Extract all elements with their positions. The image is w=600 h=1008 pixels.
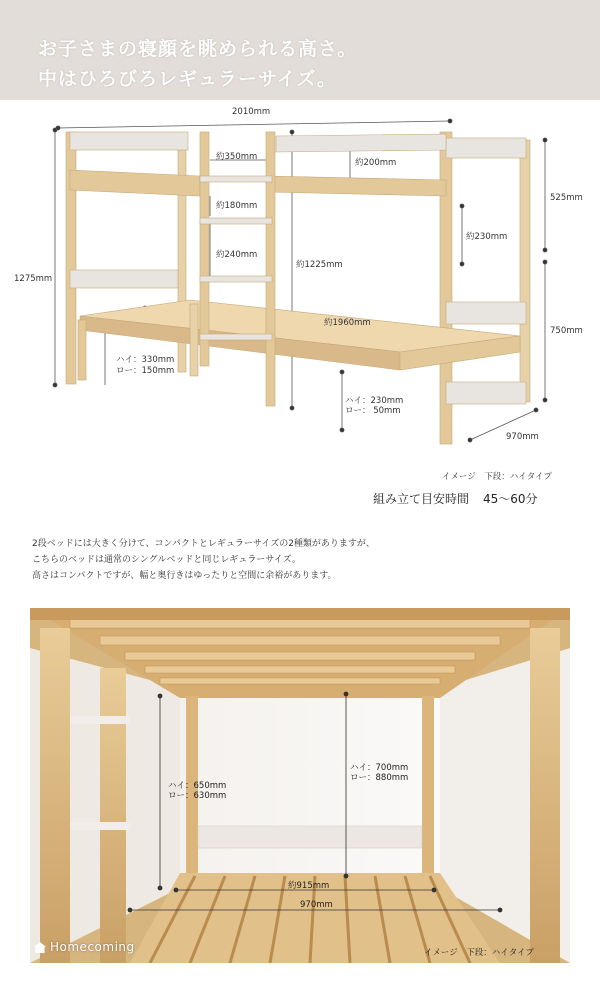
photo-width: 970mm — [300, 900, 333, 910]
dim-total-height: 1275mm — [14, 274, 53, 284]
headline-line-1: お子さまの寝顔を眺められる高さ。 — [38, 38, 358, 60]
dim-top-rail-gap: 約200mm — [355, 158, 397, 168]
photo-left-lo: ロー：630mm — [168, 791, 227, 801]
bed-photo — [30, 608, 570, 963]
description — [32, 536, 375, 584]
header-banner — [0, 0, 600, 100]
dim-ladder-step: 約240mm — [216, 250, 258, 260]
dim-lower-mid-hi: ハイ：230mm — [345, 396, 404, 406]
dim-ladder-height: 約1225mm — [296, 260, 343, 270]
assembly-time — [373, 490, 538, 507]
bed-frame — [66, 132, 530, 444]
dim-ladder-step-top: 約180mm — [216, 201, 258, 211]
dim-depth: 970mm — [506, 432, 539, 442]
dim-guard-height: 約230mm — [466, 232, 508, 242]
photo-inner-width: 約915mm — [288, 881, 330, 891]
photo-right-lo: ロー：880mm — [350, 773, 409, 783]
assembly-label: 組み立て目安時間 — [373, 492, 470, 506]
description-line: 2段ベッドには大きく分けて、コンパクトとレギュラーサイズの2種類がありますが、 — [32, 539, 375, 549]
brand-name: Homecoming — [50, 940, 135, 954]
dim-total-length: 2010mm — [232, 107, 271, 117]
dim-ladder-width: 約350mm — [216, 152, 258, 162]
dim-lower-mid-lo: ロー： 50mm — [345, 406, 401, 416]
dim-upper-section: 525mm — [550, 193, 583, 203]
photo-left-hi: ハイ：650mm — [168, 781, 227, 791]
dim-lower-left-hi: ハイ：330mm — [116, 355, 175, 365]
dim-mattress-length: 約1960mm — [324, 318, 371, 328]
brand-logo — [34, 940, 135, 954]
headline-line-2: 中はひろびろレギュラーサイズ。 — [38, 68, 338, 90]
image-caption-top: イメージ 下段：ハイタイプ — [442, 472, 552, 482]
house-icon — [34, 942, 46, 953]
description-line: 高さはコンパクトですが、幅と奥行きはゆったりと空間に余裕があります。 — [32, 571, 337, 581]
description-line: こちらのベッドは通常のシングルベッドと同じレギュラーサイズ。 — [32, 555, 301, 565]
image-caption-bottom: イメージ 下段：ハイタイプ — [424, 948, 534, 958]
dim-lower-left-lo: ロー：150mm — [116, 366, 175, 376]
assembly-value: 45～60分 — [483, 492, 538, 506]
photo-right-hi: ハイ：700mm — [350, 763, 409, 773]
dim-lower-section: 750mm — [550, 326, 583, 336]
